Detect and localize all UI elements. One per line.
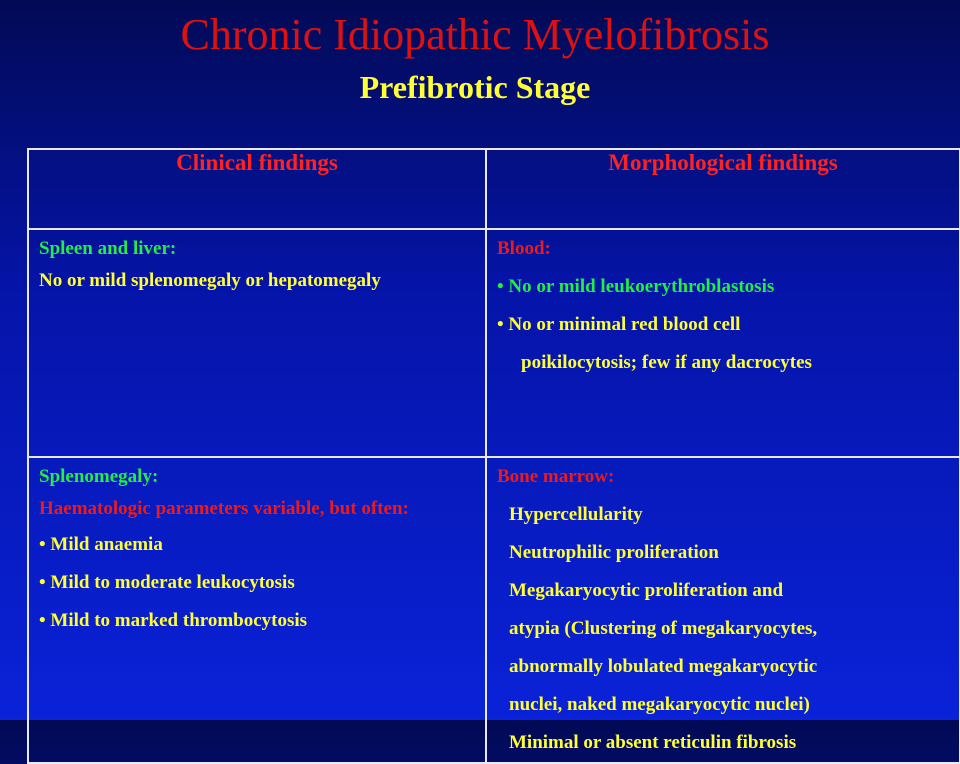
slide-title: Chronic Idiopathic Myelofibrosis (180, 10, 770, 59)
haematologic-parameters-text: Haematologic parameters variable, but often: (39, 498, 409, 519)
clinical-bullet-1: • Mild anaemia (39, 534, 163, 555)
splenomegaly-heading: Splenomegaly: (39, 466, 159, 487)
header-morphological-findings: Morphological findings (486, 149, 960, 229)
bone-marrow-line: Hypercellularity (509, 504, 643, 525)
bone-marrow-line: abnormally lobulated megakaryocytic (509, 656, 818, 677)
blood-heading: Blood: (497, 238, 551, 259)
table-row (28, 229, 960, 457)
row1-morphological-cell (486, 229, 960, 457)
spleen-liver-heading: Spleen and liver: (39, 238, 177, 259)
header-clinical-findings: Clinical findings (28, 149, 486, 229)
table-header-row (28, 149, 960, 229)
clinical-bullet-2: • Mild to moderate leukocytosis (39, 572, 295, 593)
row1-clinical-cell (28, 229, 486, 457)
blood-bullet-2-cont: poikilocytosis; few if any dacrocytes (521, 352, 812, 373)
blood-bullet-2: • No or minimal red blood cell (497, 314, 741, 335)
blood-bullet-1: • No or mild leukoerythroblastosis (497, 276, 775, 297)
bone-marrow-line: Neutrophilic proliferation (509, 542, 719, 563)
clinical-bullet-3: • Mild to marked thrombocytosis (39, 610, 308, 631)
row2-morphological-cell (486, 457, 960, 763)
slide-subtitle: Prefibrotic Stage (359, 69, 591, 105)
bone-marrow-line: nuclei, naked megakaryocytic nuclei) (509, 694, 810, 715)
findings-table (27, 148, 960, 764)
table-row (28, 457, 960, 763)
bone-marrow-line: Minimal or absent reticulin fibrosis (509, 732, 797, 753)
spleen-liver-text: No or mild splenomegaly or hepatomegaly (39, 270, 381, 291)
bone-marrow-line: atypia (Clustering of megakaryocytes, (509, 618, 818, 639)
row2-clinical-cell (28, 457, 486, 763)
bone-marrow-line: Megakaryocytic proliferation and (509, 580, 784, 601)
bone-marrow-heading: Bone marrow: (497, 466, 615, 487)
